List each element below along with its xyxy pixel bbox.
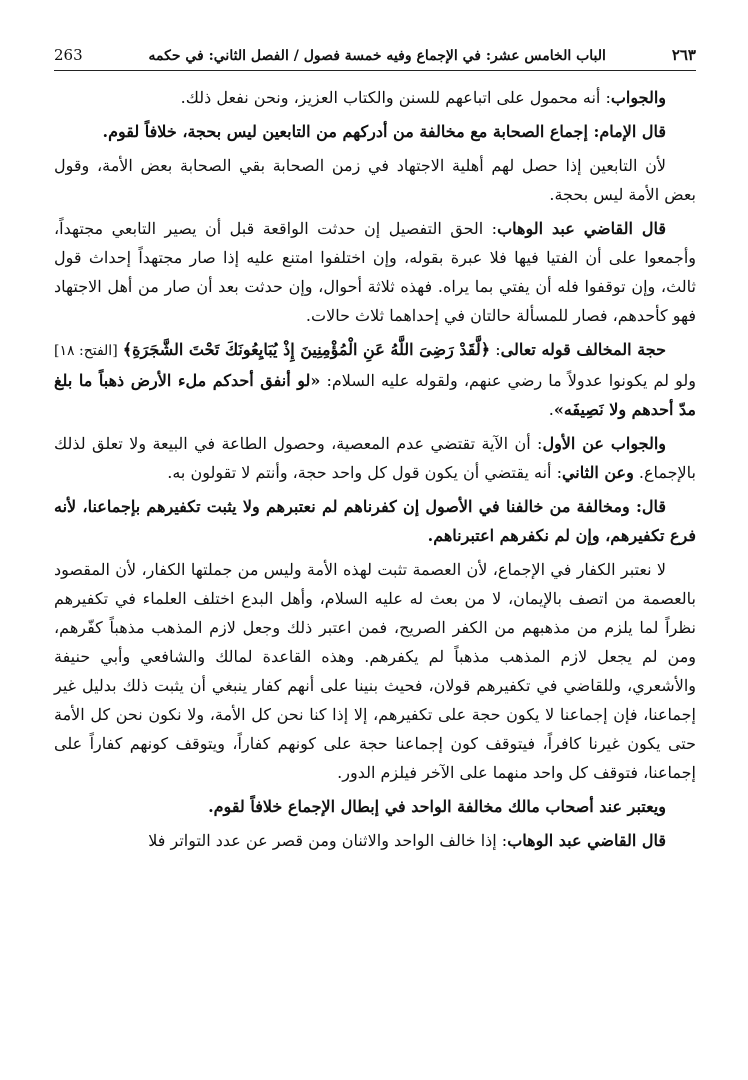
paragraph-imam-statement: قال الإمام: إجماع الصحابة مع مخالفة من أدركهم من التابعين ليس بحجة، خلافاً لقوم.	[102, 122, 666, 141]
paragraph-reply	[54, 429, 696, 487]
hadith-quote: «لو أنفق أحدكم ملء الأرض ذهباً ما بلغ مدّ أحدهم ولا نَصِيفَه»	[54, 371, 696, 419]
quran-verse: ﴿لَّقَدْ رَضِىَ اللَّهُ عَنِ الْمُؤْمِنِينَ إِذْ يُبَايِعُونَكَ تَحْتَ الشَّجَرَةِ﴾	[122, 340, 491, 359]
paragraph-statement-disbelievers: قال: ومخالفة من خالفنا في الأصول إن كفرناهم لم نعتبرهم ولا يثبت تكفيرهم بإجماعنا، لأنه فرع تكفيرهم، وإن لم نكفرهم اعتبرناهم.	[54, 497, 696, 545]
paragraph-label: والجواب عن الأول	[542, 434, 667, 453]
running-title: الباب الخامس عشر: في الإجماع وفيه خمسة فصول / الفصل الثاني: في حكمه	[148, 48, 606, 64]
paragraph-label: حجة المخالف قوله تعالى	[500, 340, 667, 359]
page-number-arabic: ٢٦٣	[671, 46, 696, 64]
paragraph-text: : إذا خالف الواحد والاثنان ومن قصر عن عدد التواتر فلا	[148, 831, 508, 850]
paragraph-qadi	[54, 214, 696, 330]
label-colon: :	[490, 340, 501, 359]
paragraph-commentary: لا نعتبر الكفار في الإجماع، لأن العصمة تثبت لهذه الأمة وليس من جملتها الكفار، لأن المقصود بالعصمة من اتصف بالإيمان، لا من بعث له عليه السلام، وأهل البدع اختلف العلماء في تكفيرهم نظراً لما يلزم من مذهبهم من الكفر الصريح، فمن اعتبر ذلك وجعل لازم المذهب مذهباً كفّرهم، ومن لم يجعل لازم المذهب مذهباً لم يكفرهم. وهذه القاعدة لمالك والشافعي وأبي حنيفة والأشعري، وللقاضي في تكفيرهم قولان، فحيث بنينا على أنهم كفار ينبغي أن يثبت ذلك بدليل غير إجماعنا، فإن إجماعنا لا يكون حجة على تكفيرهم، إلا إذا كنا نحن كل الأمة، ولا نكون نحن كل الأمة حتى يكون غيرنا كافراً، فيتوقف كون إجماعنا حجة على كونهم كفاراً، ويتوقف كونهم كفاراً على إجماعنا، فتوقف كل واحد منهما على الآخر فيلزم الدور.	[54, 560, 696, 782]
paragraph-end: .	[548, 400, 554, 419]
page-number-latin: 263	[54, 46, 83, 64]
paragraph-text: : أنه محمول على اتباعهم للسنن والكتاب العزيز، ونحن نفعل ذلك.	[180, 88, 611, 107]
paragraph-explanation: لأن التابعين إذا حصل لهم أهلية الاجتهاد في زمن الصحابة بقي الصحابة بعض الأمة، وقول بعض الأمة ليس بحجة.	[54, 156, 696, 204]
page-body	[54, 83, 696, 855]
running-header	[54, 36, 696, 71]
paragraph-answer	[54, 83, 696, 112]
paragraph-opponent-argument	[54, 335, 696, 424]
paragraph-label: قال القاضي عبد الوهاب	[507, 831, 666, 850]
paragraph-label: والجواب	[610, 88, 666, 107]
paragraph-label: قال القاضي عبد الوهاب	[497, 219, 667, 238]
paragraph-text: ولو لم يكونوا عدولاً ما رضي عنهم، ولقوله عليه السلام:	[320, 371, 696, 390]
paragraph-text: : أن الآية تقتضي عدم المعصية، وحصول الطاعة في البيعة ولا تعلق لذلك بالإجماع.	[54, 434, 696, 482]
verse-reference: [الفتح: ١٨]	[54, 343, 118, 359]
paragraph-label: وعن الثاني	[561, 463, 634, 482]
paragraph-text: : أنه يقتضي أن يكون قول كل واحد حجة، وأنتم لا تقولون به.	[167, 463, 562, 482]
paragraph-statement-malik: ويعتبر عند أصحاب مالك مخالفة الواحد في إبطال الإجماع خلافاً لقوم.	[208, 797, 666, 816]
paragraph-qadi-2	[54, 826, 696, 855]
paragraph-text: : الحق التفصيل إن حدثت الواقعة قبل أن يصير التابعي مجتهداً، وأجمعوا على أن الفتيا فيها فلا عبرة بقوله، وإن اختلفوا امتنع عليه إذا صار مجتهداً إحداث قول ثالث، وإن توقفوا فله أن يفتي بما يراه. فهذه ثلاثة أحوال، وإن حدثت بعد أن صار من أهل الاجتهاد فهو كأحدهم، فصار للمسألة حالتان في إحداهما ثلاث حالات.	[54, 219, 696, 325]
